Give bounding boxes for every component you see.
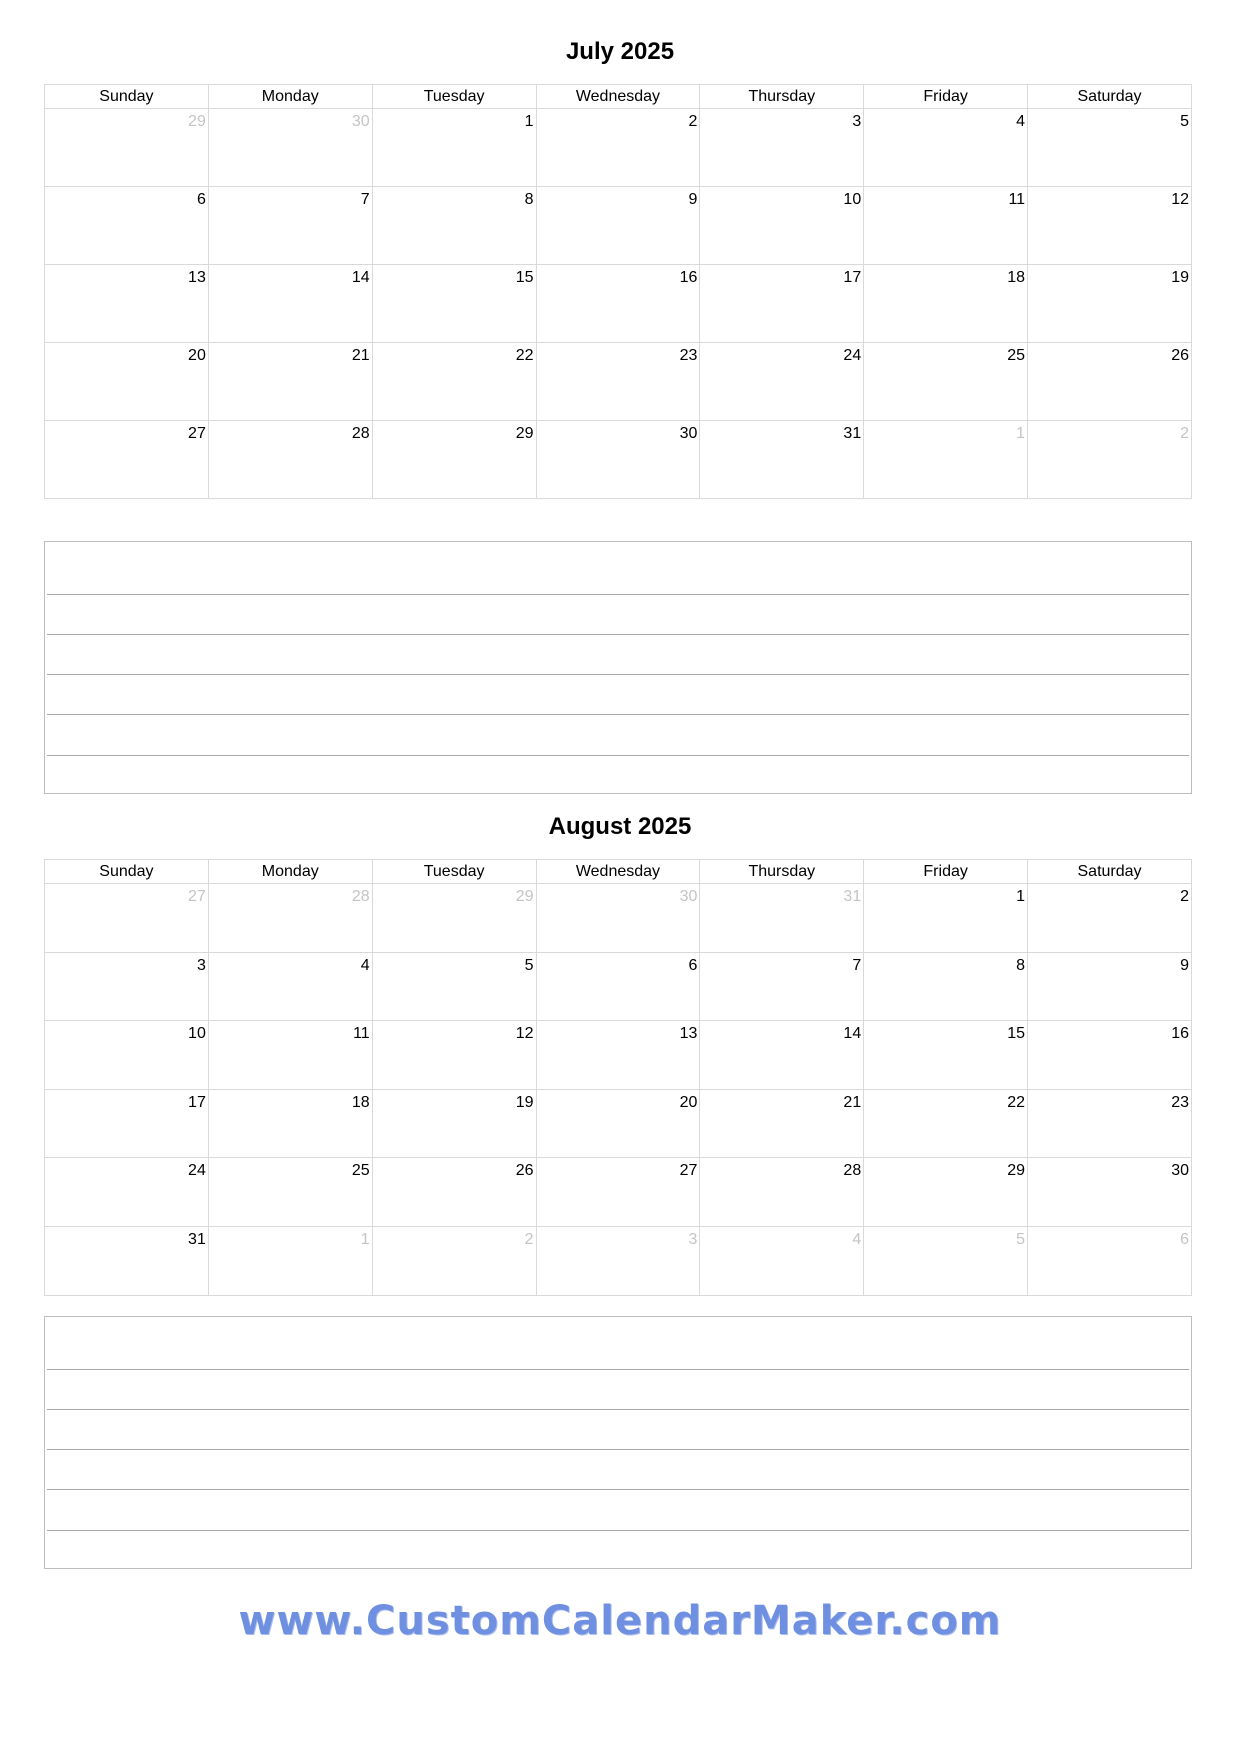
day-cell-adjacent-month[interactable]: 4 — [700, 1226, 864, 1295]
day-cell-adjacent-month[interactable]: 6 — [1028, 1226, 1192, 1295]
july-notes-box — [44, 541, 1192, 794]
day-cell[interactable]: 16 — [536, 265, 700, 343]
day-cell[interactable]: 31 — [45, 1226, 209, 1295]
note-line — [47, 1489, 1189, 1490]
day-cell-adjacent-month[interactable]: 1 — [864, 421, 1028, 499]
note-line — [47, 594, 1189, 595]
day-cell-adjacent-month[interactable]: 5 — [864, 1226, 1028, 1295]
month-title-july: July 2025 — [565, 38, 675, 65]
day-cell[interactable]: 29 — [372, 421, 536, 499]
day-cell-adjacent-month[interactable]: 30 — [208, 109, 372, 187]
day-cell[interactable]: 17 — [700, 265, 864, 343]
day-cell[interactable]: 15 — [864, 1021, 1028, 1090]
day-cell-adjacent-month[interactable]: 28 — [208, 884, 372, 953]
day-cell[interactable]: 5 — [1028, 109, 1192, 187]
weekday-header: Monday — [208, 860, 372, 884]
day-cell[interactable]: 21 — [700, 1089, 864, 1158]
day-cell[interactable]: 4 — [208, 952, 372, 1021]
day-cell[interactable]: 8 — [372, 187, 536, 265]
day-cell[interactable]: 22 — [372, 343, 536, 421]
day-cell[interactable]: 10 — [45, 1021, 209, 1090]
day-cell[interactable]: 13 — [45, 265, 209, 343]
weekday-header: Friday — [864, 85, 1028, 109]
weekday-header: Tuesday — [372, 860, 536, 884]
day-cell-adjacent-month[interactable]: 31 — [700, 884, 864, 953]
day-cell[interactable]: 9 — [536, 187, 700, 265]
weekday-header: Sunday — [45, 85, 209, 109]
day-cell[interactable]: 11 — [864, 187, 1028, 265]
day-cell[interactable]: 7 — [700, 952, 864, 1021]
day-cell[interactable]: 30 — [1028, 1158, 1192, 1227]
day-cell-adjacent-month[interactable]: 29 — [372, 884, 536, 953]
day-cell[interactable]: 11 — [208, 1021, 372, 1090]
day-cell[interactable]: 6 — [536, 952, 700, 1021]
note-line — [47, 1530, 1189, 1531]
day-cell[interactable]: 2 — [536, 109, 700, 187]
day-cell[interactable]: 3 — [45, 952, 209, 1021]
weekday-header: Sunday — [45, 860, 209, 884]
day-cell[interactable]: 25 — [864, 343, 1028, 421]
day-cell[interactable]: 23 — [536, 343, 700, 421]
weekday-header: Wednesday — [536, 85, 700, 109]
day-cell[interactable]: 12 — [372, 1021, 536, 1090]
day-cell[interactable]: 17 — [45, 1089, 209, 1158]
week-row — [45, 109, 1192, 187]
day-cell[interactable]: 10 — [700, 187, 864, 265]
day-cell[interactable]: 20 — [45, 343, 209, 421]
day-cell[interactable]: 24 — [45, 1158, 209, 1227]
day-cell[interactable]: 13 — [536, 1021, 700, 1090]
day-cell[interactable]: 1 — [372, 109, 536, 187]
august-notes-box — [44, 1316, 1192, 1569]
day-cell[interactable]: 5 — [372, 952, 536, 1021]
note-line — [47, 1409, 1189, 1410]
july-calendar-grid — [44, 84, 1192, 499]
day-cell[interactable]: 4 — [864, 109, 1028, 187]
day-cell-adjacent-month[interactable]: 2 — [372, 1226, 536, 1295]
day-cell[interactable]: 14 — [208, 265, 372, 343]
day-cell[interactable]: 20 — [536, 1089, 700, 1158]
day-cell[interactable]: 1 — [864, 884, 1028, 953]
day-cell[interactable]: 26 — [372, 1158, 536, 1227]
day-cell[interactable]: 3 — [700, 109, 864, 187]
day-cell[interactable]: 28 — [700, 1158, 864, 1227]
week-row — [45, 265, 1192, 343]
day-cell-adjacent-month[interactable]: 29 — [45, 109, 209, 187]
weekday-header-row — [45, 85, 1192, 109]
day-cell-adjacent-month[interactable]: 27 — [45, 884, 209, 953]
note-line — [47, 1369, 1189, 1370]
day-cell[interactable]: 9 — [1028, 952, 1192, 1021]
day-cell[interactable]: 26 — [1028, 343, 1192, 421]
weekday-header-row — [45, 860, 1192, 884]
day-cell[interactable]: 2 — [1028, 884, 1192, 953]
weekday-header: Saturday — [1028, 860, 1192, 884]
note-line — [47, 714, 1189, 715]
day-cell[interactable]: 28 — [208, 421, 372, 499]
week-row — [45, 187, 1192, 265]
day-cell-adjacent-month[interactable]: 1 — [208, 1226, 372, 1295]
weekday-header: Friday — [864, 860, 1028, 884]
day-cell[interactable]: 29 — [864, 1158, 1028, 1227]
footer-website-link[interactable]: www.CustomCalendarMaker.com — [238, 1598, 1002, 1644]
week-row — [45, 884, 1192, 953]
day-cell[interactable]: 12 — [1028, 187, 1192, 265]
day-cell-adjacent-month[interactable]: 30 — [536, 884, 700, 953]
day-cell[interactable]: 27 — [536, 1158, 700, 1227]
august-calendar-grid — [44, 859, 1192, 1296]
day-cell[interactable]: 16 — [1028, 1021, 1192, 1090]
week-row — [45, 1158, 1192, 1227]
week-row — [45, 1021, 1192, 1090]
day-cell[interactable]: 6 — [45, 187, 209, 265]
day-cell-adjacent-month[interactable]: 2 — [1028, 421, 1192, 499]
day-cell[interactable]: 18 — [864, 265, 1028, 343]
day-cell[interactable]: 8 — [864, 952, 1028, 1021]
day-cell[interactable]: 14 — [700, 1021, 864, 1090]
day-cell[interactable]: 30 — [536, 421, 700, 499]
month-title-august: August 2025 — [548, 813, 692, 840]
day-cell[interactable]: 23 — [1028, 1089, 1192, 1158]
day-cell[interactable]: 27 — [45, 421, 209, 499]
day-cell[interactable]: 25 — [208, 1158, 372, 1227]
week-row — [45, 952, 1192, 1021]
day-cell[interactable]: 19 — [1028, 265, 1192, 343]
day-cell[interactable]: 22 — [864, 1089, 1028, 1158]
weekday-header: Monday — [208, 85, 372, 109]
weekday-header: Thursday — [700, 860, 864, 884]
week-row — [45, 421, 1192, 499]
day-cell[interactable]: 21 — [208, 343, 372, 421]
week-row — [45, 1089, 1192, 1158]
weekday-header: Wednesday — [536, 860, 700, 884]
weekday-header: Tuesday — [372, 85, 536, 109]
weekday-header: Thursday — [700, 85, 864, 109]
day-cell[interactable]: 15 — [372, 265, 536, 343]
day-cell[interactable]: 31 — [700, 421, 864, 499]
note-line — [47, 755, 1189, 756]
note-line — [47, 674, 1189, 675]
day-cell[interactable]: 24 — [700, 343, 864, 421]
week-row — [45, 1226, 1192, 1295]
day-cell-adjacent-month[interactable]: 3 — [536, 1226, 700, 1295]
note-line — [47, 1449, 1189, 1450]
day-cell[interactable]: 19 — [372, 1089, 536, 1158]
day-cell[interactable]: 7 — [208, 187, 372, 265]
note-line — [47, 634, 1189, 635]
week-row — [45, 343, 1192, 421]
weekday-header: Saturday — [1028, 85, 1192, 109]
day-cell[interactable]: 18 — [208, 1089, 372, 1158]
